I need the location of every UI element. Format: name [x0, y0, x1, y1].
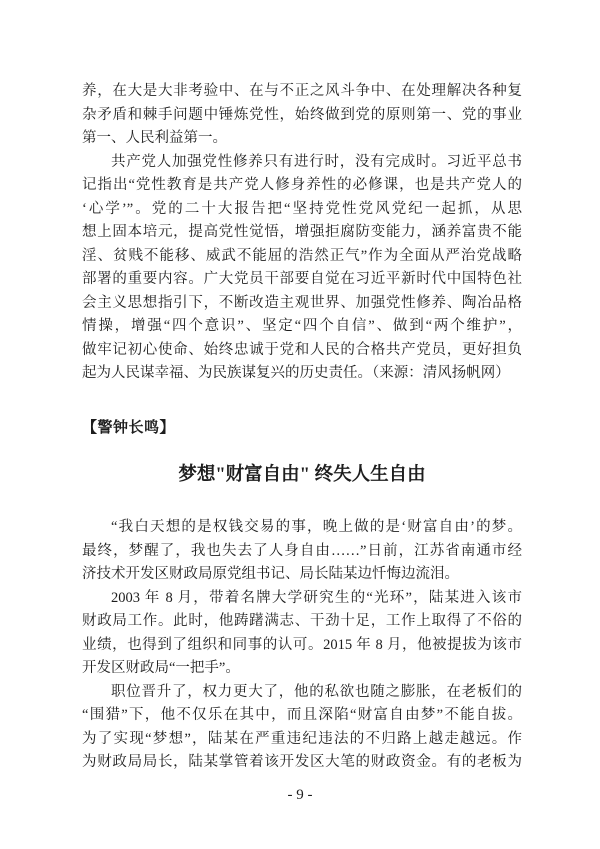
paragraph-gap: [82, 386, 522, 417]
document-body: [82, 80, 522, 775]
text-line: 做牢记初心使命、始终忠诚于党和人民的合格共产党员，更好担负: [82, 341, 522, 358]
text-line: 业绩，也得到了组织和同事的认可。2015 年 8 月，他被提拔为该市: [82, 636, 522, 653]
text-line: 第一、人民利益第一。: [82, 130, 227, 146]
paragraph-gap: [82, 488, 522, 516]
text-line: 最终，梦醒了，我也失去了人身自由……”日前，江苏省南通市经: [82, 542, 522, 559]
text-line: 开发区财政局“一把手”。: [82, 660, 240, 676]
page-number: - 9 -: [287, 787, 313, 803]
section-header: 【警钟长鸣】: [82, 419, 176, 436]
text-line: 共产党人加强党性修养只有进行时，没有完成时。习近平总书: [111, 153, 522, 170]
text-line: 记指出“党性教育是共产党人修身养性的必修课，也是共产党人的: [82, 177, 522, 193]
text-line: 部署的重要内容。广大党员干部要自觉在习近平新时代中国特色社: [82, 271, 522, 287]
text-line: 杂矛盾和棘手问题中锤炼党性，始终做到党的原则第一、党的事业: [82, 106, 522, 123]
text-line: 想上固本培元，提高党性觉悟，增强拒腐防变能力，涵养富贵不能: [82, 224, 522, 240]
text-line: 财政局工作。此时，他踌躇满志、干劲十足，工作上取得了不俗的: [82, 613, 522, 629]
text-line: 为财政局局长，陆某掌管着该开发区大笔的财政资金。有的老板为: [82, 754, 522, 770]
paragraph-gap: [82, 440, 522, 462]
article-title: 梦想"财富自由" 终失人生自由: [178, 465, 426, 485]
text-line: 为了实现“梦想”，陆某在严重违纪违法的不归路上越走越远。作: [82, 730, 522, 747]
text-line: 养，在大是大非考验中、在与不正之风斗争中、在处理解决各种复: [82, 83, 522, 99]
text-line: 起为人民谋幸福、为民族谋复兴的历史责任。（来源：清风扬帆网）: [82, 365, 510, 381]
text-line: “我白天想的是权钱交易的事，晚上做的是‘财富自由’的梦。: [111, 519, 522, 535]
text-line: 情操，增强“四个意识”、坚定“四个自信”、做到“两个维护”，: [82, 318, 522, 334]
text-line: ‘心学’”。党的二十大报告把“坚持党性党风党纪一起抓，从思: [82, 200, 522, 217]
text-line: 职位晋升了，权力更大了，他的私欲也随之膨胀，在老板们的: [111, 683, 522, 700]
text-line: 济技术开发区财政局原党组书记、局长陆某边忏悔边流泪。: [82, 566, 459, 582]
text-line: 淫、贫贱不能移、威武不能屈的浩然正气”作为全面从严治党战略: [82, 247, 522, 264]
text-line: “围猎”下，他不仅乐在其中，而且深陷“财富自由梦”不能自拔。: [82, 707, 522, 723]
text-line: 会主义思想指引下，不断改造主观世界、加强党性修养、陶冶品格: [82, 294, 522, 311]
text-line: 2003 年 8 月，带着名牌大学研究生的“光环”，陆某进入该市: [111, 589, 522, 606]
